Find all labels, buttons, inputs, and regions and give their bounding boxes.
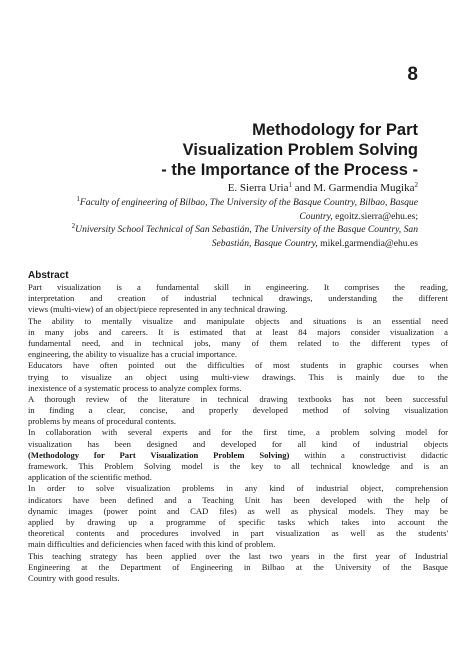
abstract-line: theoretical contents and procedures involved in part visualization as well as the students' [28, 528, 448, 539]
affiliation-1-line-2 [0, 210, 418, 224]
abstract-line: dynamic images (power point and CAD files) as well as physical models. They may be [28, 505, 448, 516]
abstract-line [28, 450, 448, 461]
abstract-line: application of the scientific method. [28, 472, 152, 483]
author-2-name: M. Garmendia Mugika [313, 182, 415, 194]
abstract-line: visualization has been designed and developed for all kind of industrial objects [28, 438, 448, 449]
abstract-line: in many jobs and careers. It is estimated that at least 84 majors consider visualization a [28, 326, 448, 337]
abstract-line: in finding a clear, concise, and properly developed method of solving visualization [28, 405, 448, 416]
abstract-line: The ability to mentally visualize and manipulate objects and situations is an essential need [28, 315, 448, 326]
abstract-body [28, 282, 448, 584]
abstract-line: This teaching strategy has been applied over the last two years in the first year of Industrial [28, 550, 448, 561]
abstract-line: problems by means of procedural contents. [28, 416, 176, 427]
author-1-sup: 1 [288, 181, 292, 189]
affiliations [0, 196, 418, 250]
affiliation-2-country: Sebastián, Basque Country, [211, 237, 318, 249]
abstract-line: In collaboration with several experts and for the first time, a problem solving model for [28, 427, 448, 438]
abstract-line: indicators have been defined and a Teaching Unit has been developed with the help of [28, 494, 448, 505]
title-line-2: Visualization Problem Solving [182, 141, 418, 159]
abstract-line: Educators have often pointed out the difficulties of most students in graphic courses when [28, 360, 448, 371]
affiliation-1-sup: 1 [76, 195, 80, 203]
title-line-3: - the Importance of the Process - [161, 161, 418, 179]
abstract-line: Part visualization is a fundamental skill in engineering. It comprises the reading, [28, 282, 448, 292]
affiliation-2-sup: 2 [71, 222, 76, 231]
abstract-line: In order to solve visualization problems in any kind of industrial object, comprehension [28, 483, 448, 494]
abstract-line: interpretation and creation of industrial technical drawings, understanding the different [28, 293, 448, 304]
abstract-line: A thorough review of the literature in technical drawing textbooks has not been successful [28, 393, 448, 404]
abstract-line: inexistence of a systematic process to analyze complex forms. [28, 382, 242, 393]
affiliation-1-line-1 [0, 196, 418, 210]
abstract-line: trying to visualize an object using multi-view drawings. This is mainly due to the [28, 371, 448, 382]
abstract-line: views (multi-view) of an object/piece represented in any technical drawing. [28, 304, 288, 315]
abstract-line: engineering, the ability to visualize has a crucial importance. [28, 349, 238, 360]
abstract-line: framework. This Problem Solving model is the key to all technical knowledge and is an [28, 461, 448, 471]
author-conjunction: and [291, 182, 314, 194]
abstract-line: Country with good results. [28, 572, 120, 583]
title-line-1: Methodology for Part [252, 121, 418, 139]
affiliation-2-text: University School Technical of San Sebastián, The University of the Basque Country, San [75, 224, 418, 236]
affiliation-1-text: Faculty of engineering of Bilbao, The University of the Basque Country, Bilbao, Basque [79, 197, 418, 208]
affiliation-2-email[interactable]: mikel.garmendia@ehu.es [317, 237, 418, 249]
affiliation-1-country: Country, [299, 210, 333, 222]
chapter-number: 8 [407, 64, 418, 85]
affiliation-1-email[interactable]: egoitz.sierra@ehu.es; [332, 210, 418, 222]
abstract-line: applied by drawing up a programme of specific tasks which takes into account the [28, 516, 448, 527]
abstract-line: fundamental need, and in technical jobs, many of them related to the different types of [28, 337, 448, 348]
abstract-bold-phrase: (Methodology for Part Visualization Problem Solving) [28, 449, 290, 460]
author-line [18, 181, 418, 196]
author-2-sup: 2 [414, 181, 418, 189]
abstract-line-rest: within a constructivist didactic [289, 449, 448, 460]
abstract-line: Engineering at the Department of Engineering in Bilbao at the University of the Basque [28, 561, 448, 572]
chapter-title [38, 120, 418, 180]
affiliation-2-line-1 [0, 223, 418, 237]
author-1-name: E. Sierra Uria [227, 182, 289, 194]
affiliation-2-line-2 [0, 237, 418, 251]
abstract-heading: Abstract [28, 270, 69, 281]
abstract-line: main difficulties and deficiencies when faced with this kind of problem. [28, 539, 276, 550]
